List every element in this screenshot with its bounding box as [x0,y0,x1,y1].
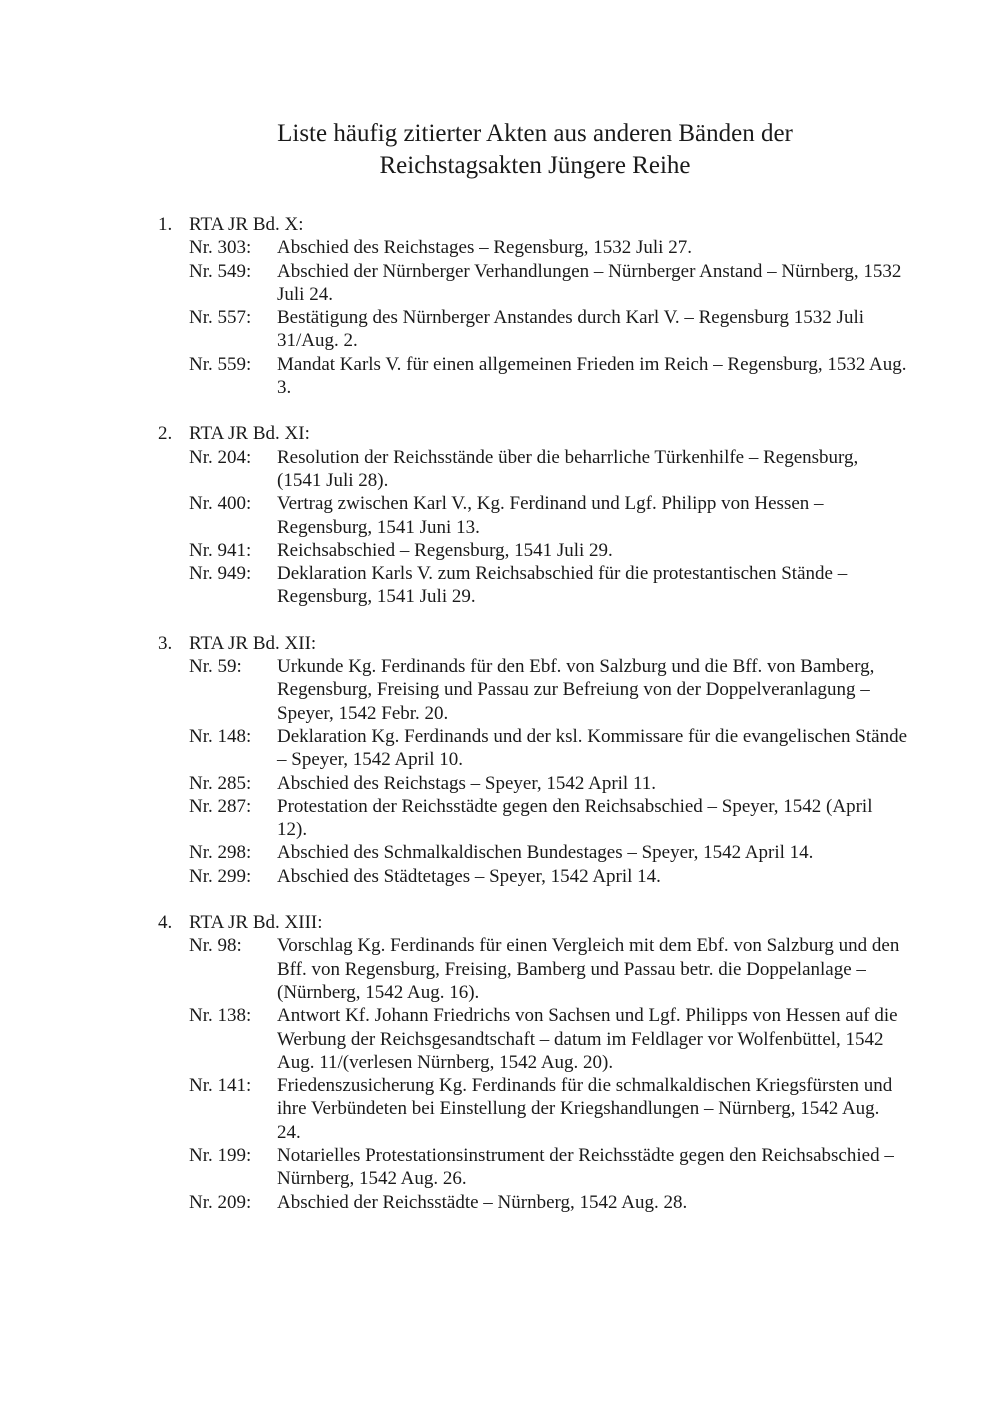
document-entry [158,725,948,772]
entry-number: Nr. 299: [189,865,252,887]
volume-label: RTA JR Bd. X: [189,214,304,235]
page-title [0,118,1004,182]
document-entry [158,236,948,259]
entry-description: Protestation der Reichsstädte gegen den Reichsabschied – Speyer, 1542 (April 12). [277,795,873,841]
volume-label: RTA JR Bd. XI: [189,423,310,445]
document-entry [158,1191,948,1214]
entry-description: Bestätigung des Nürnberger Anstandes durch Karl V. – Regensburg 1532 Juli 31/Aug. 2. [277,307,864,352]
document-entry [158,562,948,609]
volume-section [158,632,948,888]
entry-number: Nr. 138: [189,1005,252,1027]
document-entry [158,353,948,400]
document-entry [158,260,948,307]
document-entry [158,795,948,842]
document-entry [158,492,948,539]
volume-number: 2. [158,423,173,445]
entry-number: Nr. 287: [189,795,252,817]
entry-number: Nr. 141: [189,1075,252,1097]
entry-description: Reichsabschied – Regensburg, 1541 Juli 29. [277,539,613,561]
entry-description: Urkunde Kg. Ferdinands für den Ebf. von Salzburg und die Bff. von Bamberg, Regensburg, Freising und Passau zur Befreiung von der Doppelveranlagung – Speyer, 1542 Febr. 20. [277,656,875,724]
entry-description: Abschied des Reichstages – Regensburg, 1532 Juli 27. [277,237,692,259]
entry-number: Nr. 59: [189,656,242,678]
entry-description: Abschied des Schmalkaldischen Bundestages – Speyer, 1542 April 14. [277,842,814,864]
document-entry [158,1004,948,1074]
document-entry [158,539,948,562]
entry-number: Nr. 941: [189,539,252,561]
entry-description: Abschied des Reichstags – Speyer, 1542 April 11. [277,772,657,794]
document-entry [158,655,948,725]
entry-description: Antwort Kf. Johann Friedrichs von Sachsen und Lgf. Philipps von Hessen auf die Werbung der Reichsgesandtschaft – datum im Feldlager vor Wolfenbüttel, 1542 Aug. 11/(verlesen Nürnberg, 1542 Aug. 20). [277,1005,898,1073]
entry-number: Nr. 557: [189,307,252,329]
entry-description: Deklaration Karls V. zum Reichsabschied für die protestantischen Stände – Regensburg, 1541 Juli 29. [277,563,848,608]
entry-number: Nr. 559: [189,353,252,375]
document-entry [158,934,948,1004]
volume-heading [158,911,948,934]
document-entry [158,1144,948,1191]
entry-number: Nr. 949: [189,563,252,585]
page-title-line-2: Reichstagsakten Jüngere Reihe [379,152,691,179]
document-entry [158,306,948,353]
entry-description: Resolution der Reichsstände über die beharrliche Türkenhilfe – Regensburg, (1541 Juli 28). [277,446,859,491]
entry-number: Nr. 148: [189,725,252,747]
volume-heading [158,422,948,445]
entry-number: Nr. 400: [189,493,252,515]
volume-number: 3. [158,632,173,654]
volume-number: 1. [158,214,173,235]
entry-description: Vertrag zwischen Karl V., Kg. Ferdinand und Lgf. Philipp von Hessen – Regensburg, 1541 Juni 13. [277,493,824,538]
document-entry [158,772,948,795]
document-entry [158,865,948,888]
volume-section [158,911,948,1214]
entry-description: Notarielles Protestationsinstrument der Reichsstädte gegen den Reichsabschied – Nürnberg, 1542 Aug. 26. [277,1144,894,1190]
volume-number: 4. [158,912,173,934]
entry-number: Nr. 98: [189,935,242,957]
entry-description: Abschied der Reichsstädte – Nürnberg, 1542 Aug. 28. [277,1191,688,1213]
entry-description: Mandat Karls V. für einen allgemeinen Frieden im Reich – Regensburg, 1532 Aug. 3. [277,353,907,399]
volume-label: RTA JR Bd. XII: [189,632,317,654]
entry-number: Nr. 303: [189,237,252,259]
entry-description: Deklaration Kg. Ferdinands und der ksl. Kommissare für die evangelischen Stände – Speyer, 1542 April 10. [277,725,908,771]
entry-number: Nr. 199: [189,1144,252,1166]
entry-description: Abschied des Städtetages – Speyer, 1542 April 14. [277,865,661,887]
document-entry [158,841,948,864]
entry-number: Nr. 204: [189,446,252,468]
entry-number: Nr. 549: [189,260,252,282]
entry-number: Nr. 298: [189,842,252,864]
entry-description: Abschied der Nürnberger Verhandlungen – Nürnberger Anstand – Nürnberg, 1532 Juli 24. [277,260,902,305]
entry-number: Nr. 285: [189,772,252,794]
entry-description: Friedenszusicherung Kg. Ferdinands für die schmalkaldischen Kriegsfürsten und ihre Verbündeten bei Einstellung der Kriegshandlungen – Nürnberg, 1542 Aug. 24. [277,1075,893,1143]
document-entry [158,1074,948,1144]
volume-list [158,213,948,1237]
volume-heading [158,213,948,236]
page-title-line-1: Liste häufig zitierter Akten aus anderen Bänden der [277,120,793,147]
entry-number: Nr. 209: [189,1191,252,1213]
volume-section [158,422,948,608]
document-entry [158,446,948,493]
entry-description: Vorschlag Kg. Ferdinands für einen Vergleich mit dem Ebf. von Salzburg und den Bff. von Regensburg, Freising, Bamberg und Passau betr. die Doppelanlage – (Nürnberg, 1542 Aug. 16). [277,935,900,1003]
volume-label: RTA JR Bd. XIII: [189,912,323,934]
volume-section [158,213,948,399]
volume-heading [158,632,948,655]
